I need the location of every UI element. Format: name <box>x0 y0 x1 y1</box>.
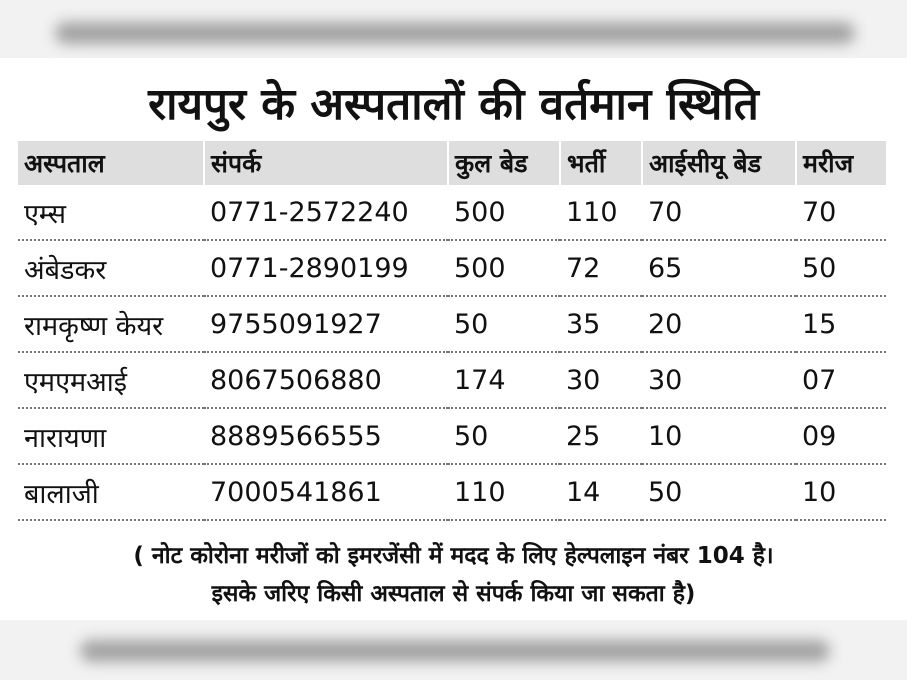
cell-total-beds: 174 <box>448 352 560 408</box>
cell-icu-beds: 20 <box>642 296 796 352</box>
cell-hospital: एमएमआई <box>18 352 204 408</box>
cell-total-beds: 50 <box>448 408 560 464</box>
cell-contact: 7000541861 <box>204 464 448 520</box>
table-row <box>18 296 886 352</box>
column-header-contact: संपर्क <box>204 141 448 185</box>
cell-patients: 09 <box>796 408 886 464</box>
cell-patients: 10 <box>796 464 886 520</box>
table-row <box>18 408 886 464</box>
blurred-header-text <box>0 0 907 58</box>
page-title: रायपुर के अस्पतालों की वर्तमान स्थिति <box>148 79 759 130</box>
cell-contact: 8067506880 <box>204 352 448 408</box>
cell-icu-beds: 30 <box>642 352 796 408</box>
column-header-hospital: अस्पताल <box>18 141 204 185</box>
cell-admitted: 14 <box>560 464 642 520</box>
cell-patients: 50 <box>796 240 886 296</box>
cell-icu-beds: 65 <box>642 240 796 296</box>
column-header-icu-beds: आईसीयू बेड <box>642 141 796 185</box>
cell-contact: 9755091927 <box>204 296 448 352</box>
cell-icu-beds: 70 <box>642 185 796 240</box>
cell-hospital: रामकृष्ण केयर <box>18 296 204 352</box>
cell-admitted: 25 <box>560 408 642 464</box>
cell-contact: 0771-2572240 <box>204 185 448 240</box>
note-line-2: इसके जरिए किसी अस्पताल से संपर्क किया जा सकता है) <box>211 581 696 607</box>
cell-patients: 15 <box>796 296 886 352</box>
table-row <box>18 352 886 408</box>
column-header-total-beds: कुल बेड <box>448 141 560 185</box>
table-row <box>18 185 886 240</box>
cell-icu-beds: 10 <box>642 408 796 464</box>
cell-total-beds: 500 <box>448 240 560 296</box>
cell-contact: 8889566555 <box>204 408 448 464</box>
helpline-note <box>0 537 907 613</box>
hospital-status-table <box>18 141 886 521</box>
cell-admitted: 72 <box>560 240 642 296</box>
cell-hospital: अंबेडकर <box>18 240 204 296</box>
blurred-footer-text <box>0 620 907 680</box>
cell-admitted: 30 <box>560 352 642 408</box>
cell-hospital: बालाजी <box>18 464 204 520</box>
cell-icu-beds: 50 <box>642 464 796 520</box>
note-line-1: ( नोट कोरोना मरीजों को इमरजेंसी में मदद के लिए हेल्पलाइन नंबर 104 है। <box>133 543 774 569</box>
table-header-row <box>18 141 886 185</box>
column-header-patients: मरीज <box>796 141 886 185</box>
cell-patients: 70 <box>796 185 886 240</box>
table-row <box>18 240 886 296</box>
cell-total-beds: 500 <box>448 185 560 240</box>
cell-admitted: 35 <box>560 296 642 352</box>
table-row <box>18 464 886 520</box>
cell-hospital: एम्स <box>18 185 204 240</box>
cell-hospital: नारायणा <box>18 408 204 464</box>
cell-total-beds: 50 <box>448 296 560 352</box>
cell-contact: 0771-2890199 <box>204 240 448 296</box>
cell-patients: 07 <box>796 352 886 408</box>
column-header-admitted: भर्ती <box>560 141 642 185</box>
cell-admitted: 110 <box>560 185 642 240</box>
cell-total-beds: 110 <box>448 464 560 520</box>
